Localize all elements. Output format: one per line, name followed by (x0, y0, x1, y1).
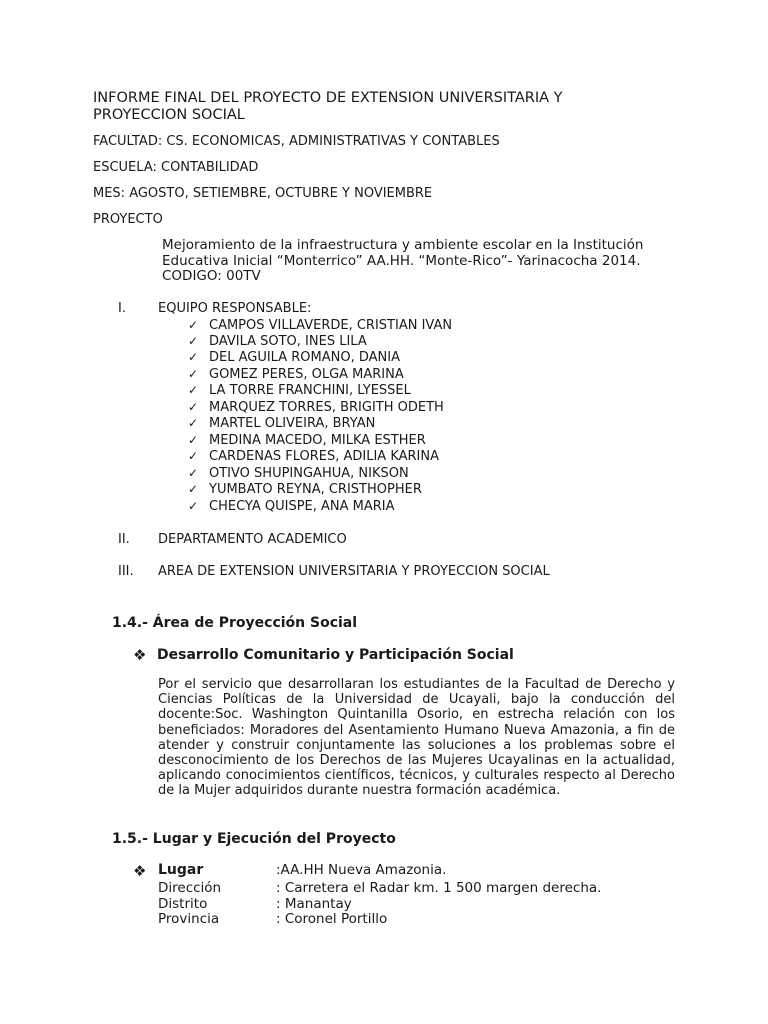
check-icon: ✓ (188, 433, 199, 447)
mes-line: MES: AGOSTO, SETIEMBRE, OCTUBRE Y NOVIEMBRE (93, 186, 433, 201)
team-member: OTIVO SHUPINGAHUA, NIKSON (209, 466, 409, 481)
check-icon: ✓ (188, 400, 199, 414)
team-member: LA TORRE FRANCHINI, LYESSEL (209, 383, 411, 398)
team-member: YUMBATO REYNA, CRISTHOPHER (209, 482, 422, 497)
lugar-section-heading: 1.5.- Lugar y Ejecución del Proyecto (112, 831, 396, 847)
check-icon: ✓ (188, 482, 199, 496)
report-title-line1: INFORME FINAL DEL PROYECTO DE EXTENSION UNIVERSITARIA Y (93, 90, 563, 106)
team-member: MARTEL OLIVEIRA, BRYAN (209, 416, 376, 431)
distrito-label: Distrito (158, 896, 208, 912)
diamond-bullet-icon: ❖ (133, 862, 147, 880)
distrito-value: : Manantay (276, 896, 352, 912)
section-title: DEPARTAMENTO ACADEMICO (158, 532, 347, 547)
team-member: MEDINA MACEDO, MILKA ESTHER (209, 433, 426, 448)
section-title: AREA DE EXTENSION UNIVERSITARIA Y PROYECCION SOCIAL (158, 564, 550, 579)
section-title: EQUIPO RESPONSABLE: (158, 301, 312, 316)
check-icon: ✓ (188, 466, 199, 480)
provincia-label: Provincia (158, 911, 220, 927)
team-member: CAMPOS VILLAVERDE, CRISTIAN IVAN (209, 318, 453, 333)
section-number: III. (118, 564, 134, 579)
team-member: CARDENAS FLORES, ADILIA KARINA (209, 449, 439, 464)
check-icon: ✓ (188, 449, 199, 463)
check-icon: ✓ (188, 416, 199, 430)
direccion-value: : Carretera el Radar km. 1 500 margen derecha. (276, 880, 602, 896)
direccion-label: Dirección (158, 880, 222, 896)
lugar-value: :AA.HH Nueva Amazonia. (276, 862, 447, 878)
escuela-line: ESCUELA: CONTABILIDAD (93, 160, 259, 175)
facultad-line: FACULTAD: CS. ECONOMICAS, ADMINISTRATIVAS Y CONTABLES (93, 134, 500, 149)
area-proyeccion-heading: 1.4.- Área de Proyección Social (112, 615, 358, 631)
team-member: DAVILA SOTO, INES LILA (209, 334, 367, 349)
section-number: II. (118, 532, 130, 547)
diamond-bullet-icon: ❖ (133, 646, 147, 664)
check-icon: ✓ (188, 334, 199, 348)
check-icon: ✓ (188, 350, 199, 364)
desarrollo-paragraph: Por el servicio que desarrollaran los estudiantes de la Facultad de Derecho y Ciencias Políticas de la Universidad de Ucayali, bajo la conducción del docente:Soc. Washington Quintanilla Osorio, en estrecha relación con los beneficiados: Moradores del Asentamiento Humano Nueva Amazonia, a fin de atender y construir conjuntamente las soluciones a los problemas sobre el desconocimiento de los Derechos de las Mujeres Ucayalinas en la actualidad, aplicando conocimientos científicos, técnicos, y culturales respecto al Derecho de la Mujer adquiridos durante nuestra formación académica. (158, 677, 675, 799)
section-number: I. (118, 301, 126, 316)
check-icon: ✓ (188, 367, 199, 381)
lugar-label: Lugar (158, 862, 204, 878)
team-member: CHECYA QUISPE, ANA MARIA (209, 499, 395, 514)
provincia-value: : Coronel Portillo (276, 911, 388, 927)
check-icon: ✓ (188, 318, 199, 332)
team-member: DEL AGUILA ROMANO, DANIA (209, 350, 400, 365)
check-icon: ✓ (188, 499, 199, 513)
proyecto-description: Mejoramiento de la infraestructura y ambiente escolar en la Institución Educativa Inicial “Monterrico” AA.HH. “Monte-Rico”- Yarinacocha 2014. CODIGO: 00TV (162, 237, 644, 284)
team-member: GOMEZ PERES, OLGA MARINA (209, 367, 404, 382)
check-icon: ✓ (188, 383, 199, 397)
report-title-line2: PROYECCION SOCIAL (93, 107, 245, 123)
proyecto-label: PROYECTO (93, 212, 163, 227)
desarrollo-subheading: Desarrollo Comunitario y Participación Social (157, 647, 514, 663)
team-member: MARQUEZ TORRES, BRIGITH ODETH (209, 400, 444, 415)
